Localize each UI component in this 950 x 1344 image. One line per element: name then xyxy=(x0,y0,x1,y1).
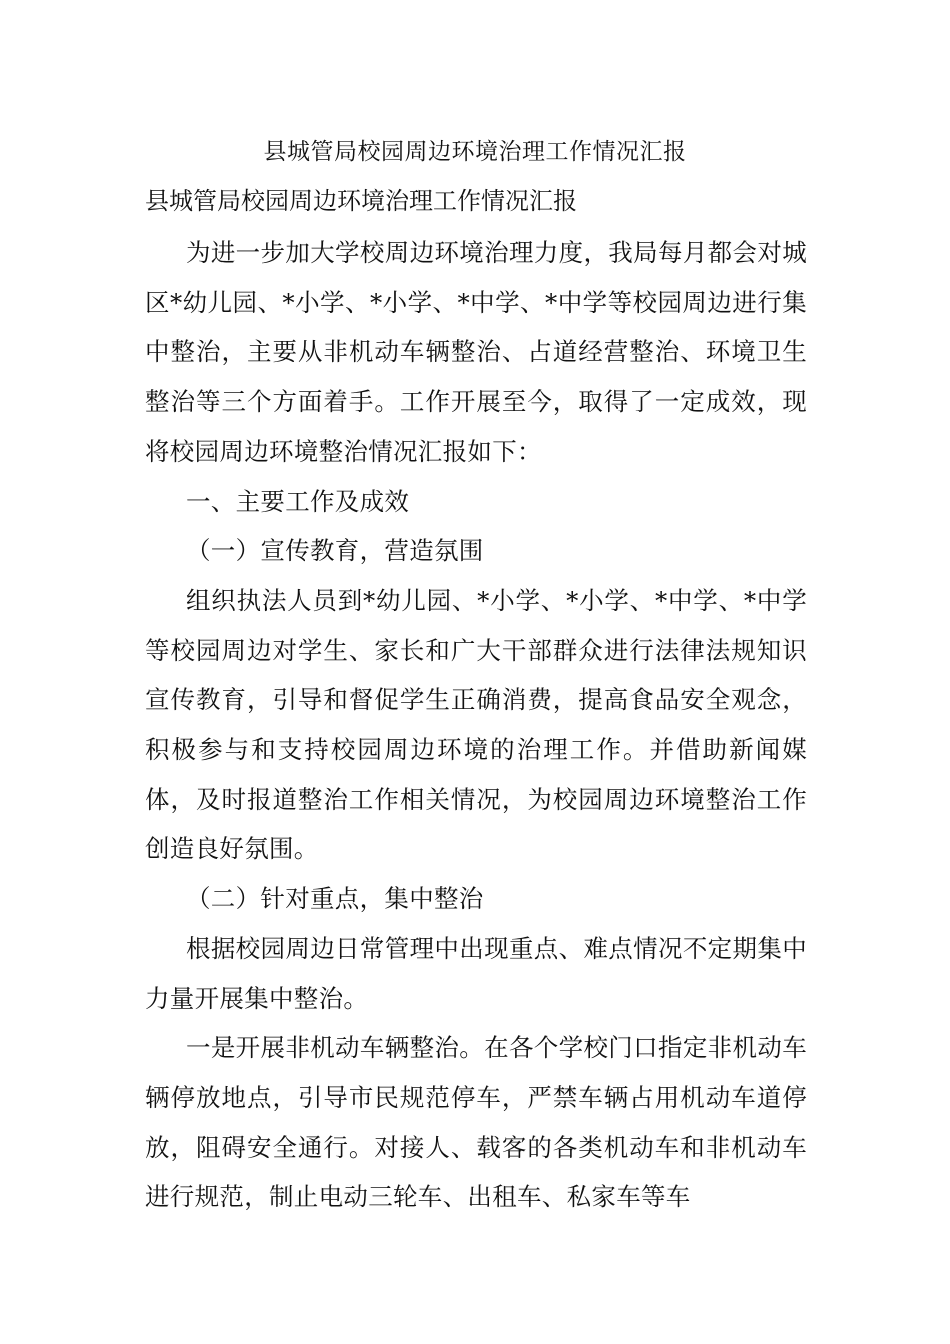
document-subtitle: 县城管局校园周边环境治理工作情况汇报 xyxy=(145,187,577,215)
subsection-heading-publicity: （一）宣传教育，营造氛围 xyxy=(186,536,484,566)
document-title: 县城管局校园周边环境治理工作情况汇报 xyxy=(263,139,687,165)
non-motor-vehicle-paragraph: 一是开展非机动车辆整治。在各个学校门口指定非机动车辆停放地点，引导市民规范停车，严禁车辆占用机动车道停放，阻碍安全通行。对接人、载客的各类机动车和非机动车进行规范，制止电动三轮车、出租车、私家车等车 xyxy=(145,1033,807,1212)
publicity-paragraph: 组织执法人员到*幼儿园、*小学、*小学、*中学、*中学等校园周边对学生、家长和广大干部群众进行法律法规知识宣传教育，引导和督促学生正确消费，提高食品安全观念，积极参与和支持校园周边环境的治理工作。并借助新闻媒体，及时报道整治工作相关情况，为校园周边环境整治工作创造良好氛围。 xyxy=(145,585,807,864)
section-heading-main-work: 一、主要工作及成效 xyxy=(186,486,410,516)
subsection-heading-focused-rectification: （二）针对重点，集中整治 xyxy=(186,884,484,914)
document-body xyxy=(145,228,807,1222)
intro-paragraph: 为进一步加大学校周边环境治理力度，我局每月都会对城区*幼儿园、*小学、*小学、*中学、*中学等校园周边进行集中整治，主要从非机动车辆整治、占道经营整治、环境卫生整治等三个方面着手。工作开展至今，取得了一定成效，现将校园周边环境整治情况汇报如下： xyxy=(145,238,807,466)
focused-rectification-paragraph: 根据校园周边日常管理中出现重点、难点情况不定期集中力量开展集中整治。 xyxy=(145,933,807,1013)
